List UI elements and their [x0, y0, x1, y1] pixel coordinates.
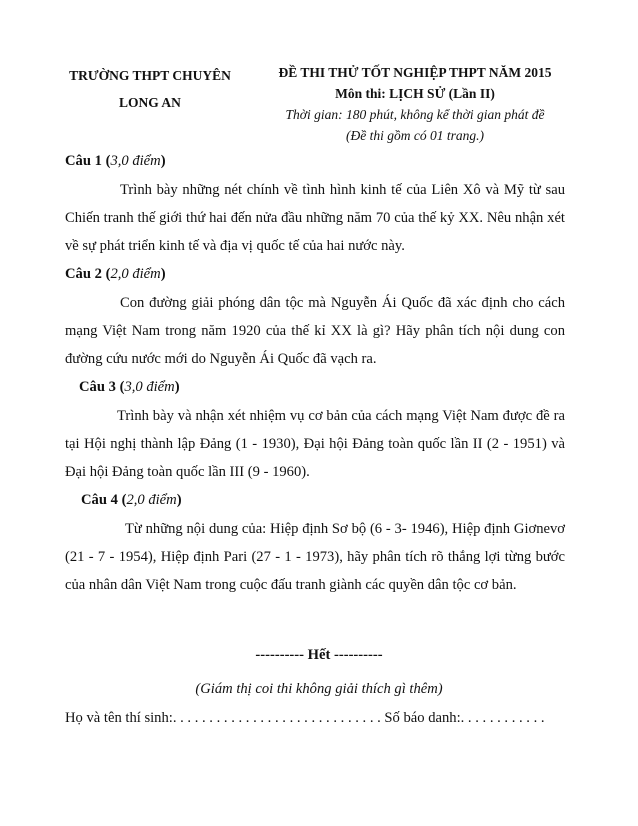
question-4-body: Từ những nội dung của: Hiệp định Sơ bộ (6 - 3- 1946), Hiệp định Giơnevơ (21 - 7 - 1954), Hiệp định Pari (27 - 1 - 1973), hãy phân tích rõ thắng lợi từng bước của nhân dân Việt Nam trong cuộc đấu tranh giành các quyền dân tộc cơ bản.	[65, 521, 565, 593]
question-points: 3,0 điểm	[124, 379, 175, 395]
question-1-heading: Câu 1 (3,0 điểm)	[65, 153, 166, 169]
exam-page-count: (Đề thi gồm có 01 trang.)	[346, 128, 484, 143]
exam-subject: Môn thi: LỊCH SỬ (Lần II)	[335, 86, 495, 101]
end-marker: ---------- Hết ----------	[255, 647, 383, 663]
question-label: Câu 2	[65, 266, 102, 282]
question-points: 2,0 điểm	[126, 492, 177, 508]
question-points: 2,0 điểm	[110, 266, 161, 282]
question-points: 3,0 điểm	[110, 153, 161, 169]
question-2	[65, 263, 565, 373]
exam-time: Thời gian: 180 phút, không kể thời gian phát đề	[285, 107, 545, 122]
question-2-body: Con đường giải phóng dân tộc mà Nguyễn Ái Quốc đã xác định cho cách mạng Việt Nam trong năm 1920 của thế kỉ XX là gì? Hãy phân tích nội dung con đường cứu nước mới do Nguyễn Ái Quốc đã vạch ra.	[65, 295, 565, 367]
school-name	[56, 62, 244, 116]
question-label: Câu 3	[79, 379, 116, 395]
question-3-body: Trình bày và nhận xét nhiệm vụ cơ bản của cách mạng Việt Nam được đề ra tại Hội nghị thành lập Đảng (1 - 1930), Đại hội Đảng toàn quốc lần II (2 - 1951) và Đại hội Đảng toàn quốc lần III (9 - 1960).	[65, 408, 565, 480]
proctor-note: (Giám thị coi thi không giải thích gì thêm)	[195, 681, 443, 697]
question-2-heading: Câu 2 (2,0 điểm)	[65, 266, 166, 282]
question-1-body: Trình bày những nét chính về tình hình kinh tế của Liên Xô và Mỹ từ sau Chiến tranh thế giới thứ hai đến nửa đầu những năm 70 của thế kỷ XX. Nêu nhận xét về sự phát triển kinh tế và địa vị quốc tế của hai nước này.	[65, 182, 565, 254]
school-line-1: TRƯỜNG THPT CHUYÊN	[69, 68, 231, 83]
candidate-info-line: Họ và tên thí sinh:. . . . . . . . . . . . . . . . . . . . . . . . . . . . . Số báo danh:. . . . . . . . . . . .	[65, 710, 545, 726]
question-label: Câu 1	[65, 153, 102, 169]
school-line-2: LONG AN	[119, 95, 181, 110]
exam-title: ĐỀ THI THỬ TỐT NGHIỆP THPT NĂM 2015	[278, 65, 552, 80]
question-3-heading: Câu 3 (3,0 điểm)	[79, 379, 180, 395]
question-4-heading: Câu 4 (2,0 điểm)	[81, 492, 182, 508]
exam-header	[256, 62, 574, 146]
question-4	[65, 489, 565, 599]
question-3	[65, 376, 565, 486]
question-1	[65, 150, 565, 260]
question-label: Câu 4	[81, 492, 118, 508]
